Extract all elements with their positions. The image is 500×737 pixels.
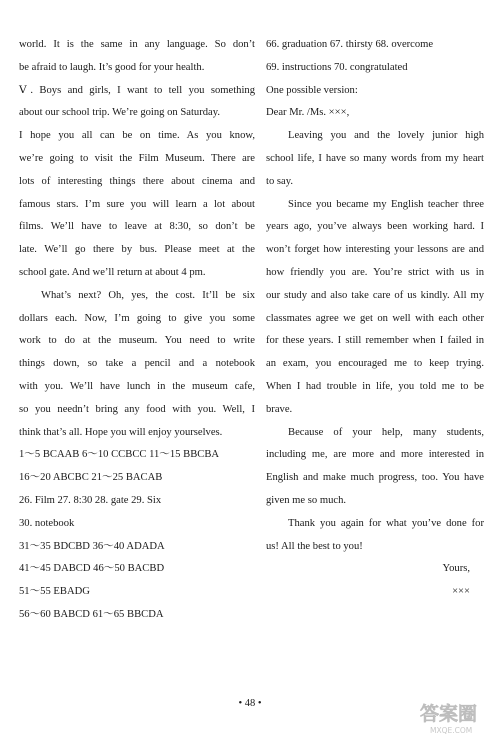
right-column-line: 69. instructions 70. congratulated xyxy=(266,61,408,73)
left-column-line: school gate. And we’ll return at about 4 pm. xyxy=(19,266,206,278)
left-column-line: lots of interesting things there about cinema and xyxy=(19,175,255,187)
right-column-line: One possible version: xyxy=(266,84,358,96)
right-column-line: to say. xyxy=(266,175,293,187)
right-column-line: brave. xyxy=(266,403,293,415)
watermark-subtext: MXQE.COM xyxy=(430,726,473,735)
left-column-line: about our school trip. We’re going on Saturday. xyxy=(19,107,220,119)
left-column-line: 30. notebook xyxy=(19,517,75,529)
left-column-line: late. We’ll go there by bus. Please meet at the xyxy=(19,244,255,256)
left-column-line: so you needn’t bring any food with you. Well, I xyxy=(19,403,255,415)
right-column-line: given me so much. xyxy=(266,494,347,506)
left-column-line: Ⅴ. Boys and girls, I want to tell you something xyxy=(19,84,255,96)
right-column-line: ××× xyxy=(452,586,470,598)
left-column-line: we’re going to visit the Film Museum. There are xyxy=(19,152,255,164)
right-column-line: us! All the best to you! xyxy=(266,540,363,552)
right-column-line: English and make much progress, too. You have xyxy=(266,472,484,484)
right-column-line: years ago, you’ve always been working hard. I xyxy=(266,221,484,233)
left-column-line: 16～20 ABCBC 21～25 BACAB xyxy=(19,472,163,484)
left-column-line: 26. Film 27. 8:30 28. gate 29. Six xyxy=(19,494,162,506)
left-column-line: work to do at the museum. You need to write xyxy=(19,335,255,347)
left-column-line: things down, so take a pencil and a notebook xyxy=(19,358,255,370)
left-column-line: 41～45 DABCD 46～50 BACBD xyxy=(19,563,165,575)
left-column-line: think that’s all. Hope you will enjoy yourselves. xyxy=(19,426,223,438)
right-column-line: for these years. I still remember when I failed in xyxy=(266,335,484,347)
right-column xyxy=(266,34,484,604)
right-column-line: Leaving you and the lovely junior high xyxy=(288,130,484,142)
left-column-line: films. We’ll have to leave at 8:30, so don’t be xyxy=(19,221,255,233)
right-column-line: including me, are more and more interested in xyxy=(266,449,484,461)
right-column-line: classmates agree we get on well with each other xyxy=(266,312,484,324)
left-column-line: world. It is the same in any language. So don’t xyxy=(19,39,255,50)
right-column-line: Because of your help, many students, xyxy=(288,426,484,438)
right-column-line: When I had trouble in life, you told me to be xyxy=(266,380,484,392)
left-column-line: 51～55 EBADG xyxy=(19,586,90,598)
watermark-logo xyxy=(416,696,500,736)
watermark-text: 答案圈 xyxy=(420,703,478,725)
right-column-line: Yours, xyxy=(442,563,470,575)
right-column-line: how friendly you are. You’re strict with us in xyxy=(266,266,484,278)
page-number: • 48 • xyxy=(238,698,262,709)
right-column-line: school life, I have so many words from my heart xyxy=(266,152,484,164)
left-column-line: with you. We’ll have lunch in the museum cafe, xyxy=(19,380,255,392)
left-column-line: What’s next? Oh, yes, the cost. It’ll be six xyxy=(41,289,255,301)
left-column-line: dollars each. Now, I’m going to give you some xyxy=(19,312,255,324)
left-column-line: be afraid to laugh. It’s good for your health. xyxy=(19,61,205,73)
right-column-line: Dear Mr. /Ms. ×××, xyxy=(266,107,350,119)
left-column-line: famous stars. I’m sure you will learn a lot about xyxy=(19,198,255,210)
right-column-line: 66. graduation 67. thirsty 68. overcome xyxy=(266,39,434,50)
left-column-line: I hope you all can be on time. As you know, xyxy=(19,130,255,142)
left-column-line: 31～35 BDCBD 36～40 ADADA xyxy=(19,540,165,552)
left-column xyxy=(19,34,255,627)
right-column-line: our study and also take care of us kindly. All my xyxy=(266,289,484,301)
left-column-line: 56～60 BABCD 61～65 BBCDA xyxy=(19,608,164,620)
left-column-line: 1～5 BCAAB 6～10 CCBCC 11～15 BBCBA xyxy=(19,449,220,461)
right-column-line: an exam, you encouraged me to keep trying. xyxy=(266,358,484,370)
right-column-line: won’t forget how interesting your lessons are and xyxy=(266,244,484,256)
right-column-line: Since you became my English teacher three xyxy=(288,198,484,210)
right-column-line: Thank you again for what you’ve done for xyxy=(288,517,484,529)
